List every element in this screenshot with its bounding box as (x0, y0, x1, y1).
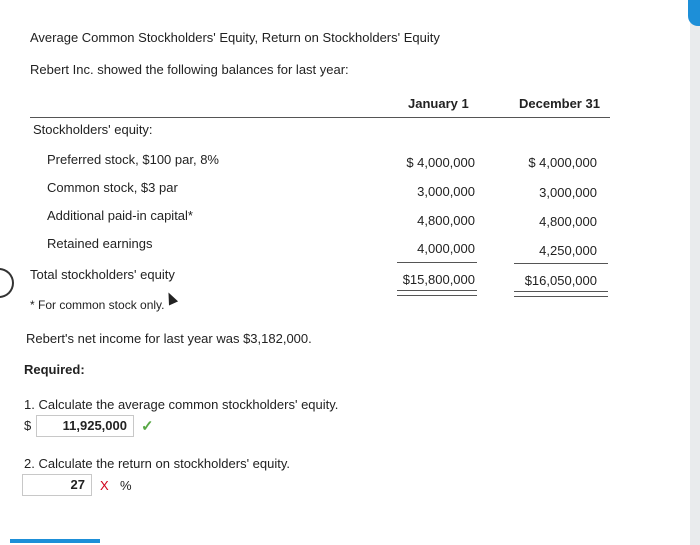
row-label: Additional paid-in capital* (47, 208, 193, 223)
total-label: Total stockholders' equity (30, 267, 175, 282)
average-equity-input[interactable]: 11,925,000 (36, 415, 134, 437)
subtotal-rule-december (514, 263, 608, 264)
intro-text: Rebert Inc. showed the following balances for last year: (30, 62, 349, 77)
progress-bar (10, 539, 100, 543)
section-label: Stockholders' equity: (33, 122, 153, 137)
page-title: Average Common Stockholders' Equity, Return on Stockholders' Equity (30, 30, 440, 45)
row-label: Retained earnings (47, 236, 153, 251)
subtotal-rule-january (397, 262, 477, 263)
side-marker (0, 268, 14, 298)
currency-prefix: $ (24, 418, 32, 433)
percent-suffix: % (120, 478, 132, 493)
required-heading: Required: (24, 362, 85, 377)
return-on-equity-input[interactable]: 27 (22, 474, 92, 496)
row-jan-value: 4,000,000 (417, 241, 475, 256)
row-dec-value: $ 4,000,000 (528, 155, 597, 170)
row-dec-value: 4,800,000 (539, 214, 597, 229)
row-jan-value: 4,800,000 (417, 213, 475, 228)
check-icon: ✓ (141, 418, 154, 435)
row-label: Common stock, $3 par (47, 180, 178, 195)
total-jan-value: $15,800,000 (402, 272, 475, 287)
total-dec-value: $16,050,000 (524, 273, 597, 288)
mouse-cursor-icon (164, 290, 178, 305)
row-jan-value: 3,000,000 (417, 184, 475, 199)
row-dec-value: 3,000,000 (539, 185, 597, 200)
column-header-january: January 1 (408, 96, 469, 111)
row-jan-value: $ 4,000,000 (406, 155, 475, 170)
row-label: Preferred stock, $100 par, 8% (47, 152, 219, 167)
header-divider (30, 117, 610, 118)
total-double-rule-january (397, 290, 477, 296)
question-2-text: 2. Calculate the return on stockholders' equity. (24, 456, 290, 471)
row-dec-value: 4,250,000 (539, 243, 597, 258)
column-header-december: December 31 (519, 96, 600, 111)
net-income-text: Rebert's net income for last year was $3,182,000. (26, 331, 312, 346)
cross-icon: X (100, 478, 109, 493)
scroll-tab-icon[interactable] (688, 0, 700, 26)
total-double-rule-december (514, 291, 608, 297)
question-1-text: 1. Calculate the average common stockholders' equity. (24, 397, 339, 412)
footnote: * For common stock only. (30, 298, 165, 312)
